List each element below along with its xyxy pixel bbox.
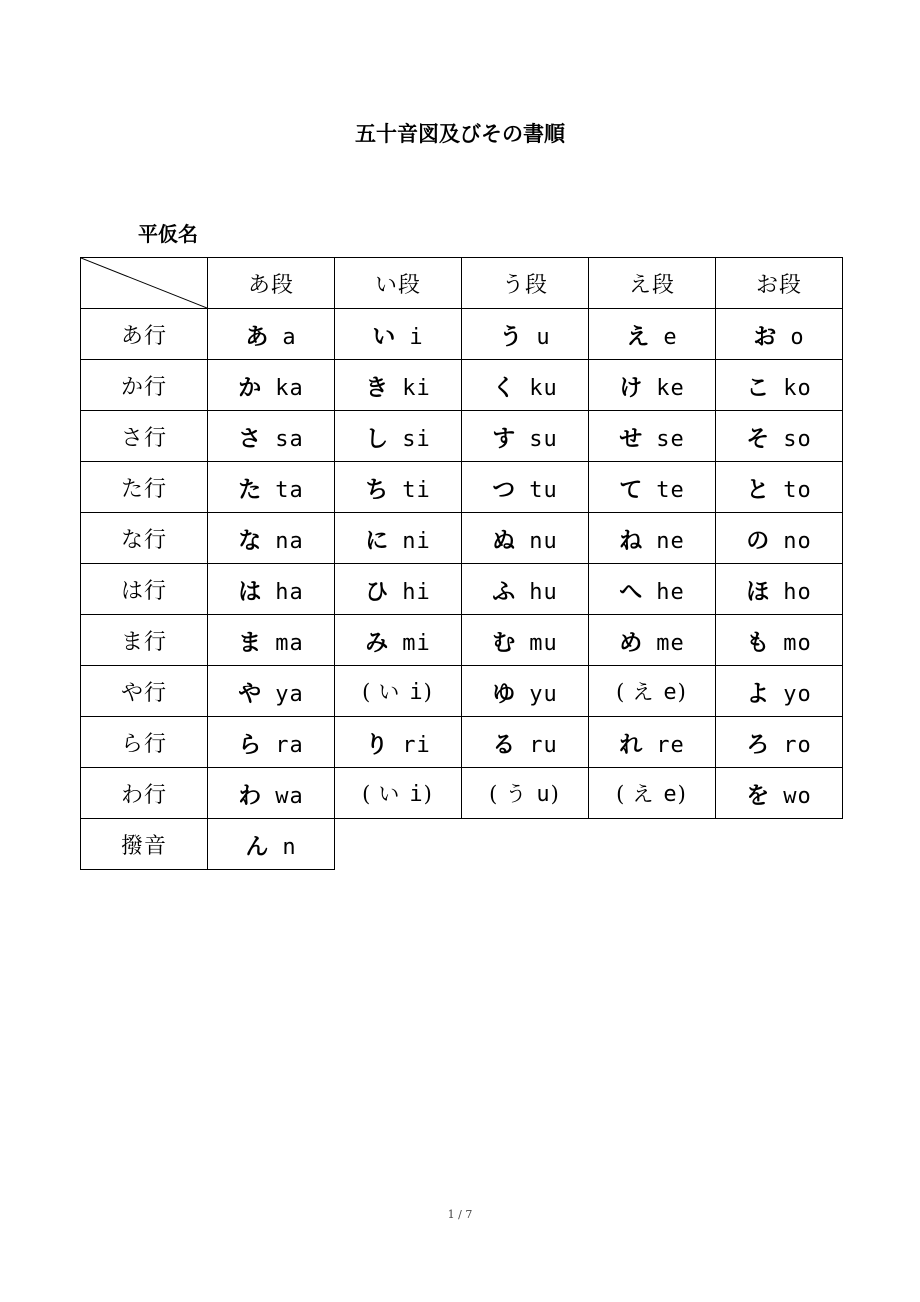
kana-character: ら	[238, 731, 262, 758]
romaji: nu	[529, 528, 558, 554]
kana-cell	[716, 666, 843, 717]
kana-character: や	[238, 680, 262, 707]
kana-character: し	[365, 425, 389, 452]
kana-cell	[208, 564, 335, 615]
kana-cell	[716, 564, 843, 615]
romaji: i	[409, 680, 424, 705]
table-row	[81, 666, 843, 717]
row-header: な行	[81, 513, 208, 564]
kana-character: つ	[492, 476, 516, 503]
row-header: 撥音	[81, 819, 208, 870]
romaji: wa	[275, 783, 304, 809]
kana-cell	[335, 360, 462, 411]
kana-cell	[208, 615, 335, 666]
kana-cell	[589, 768, 716, 819]
kana-cell	[462, 615, 589, 666]
kana-cell	[335, 513, 462, 564]
romaji: te	[656, 477, 685, 503]
kana-cell	[208, 768, 335, 819]
kana-cell	[335, 768, 462, 819]
romaji: ke	[656, 375, 685, 401]
kana-character: ろ	[746, 731, 770, 758]
kana-character: か	[238, 374, 262, 401]
close-paren: )	[677, 680, 688, 704]
table-row	[81, 768, 843, 819]
row-header: や行	[81, 666, 208, 717]
romaji: so	[783, 426, 812, 452]
kana-cell	[589, 462, 716, 513]
kana-character: あ	[245, 323, 269, 350]
romaji: i	[409, 324, 424, 350]
column-header: お段	[716, 258, 843, 309]
kana-character: め	[619, 629, 643, 656]
romaji: o	[790, 324, 805, 350]
table-row	[81, 360, 843, 411]
kana-cell	[589, 360, 716, 411]
kana-cell	[716, 360, 843, 411]
open-paren: (	[362, 782, 373, 806]
header-row	[81, 258, 843, 309]
kana-character: ほ	[746, 578, 770, 605]
corner-cell	[81, 258, 208, 309]
kana-character: の	[746, 527, 770, 554]
kana-cell	[716, 513, 843, 564]
close-paren: )	[423, 680, 434, 704]
romaji: mo	[783, 630, 812, 656]
empty-cell	[462, 819, 589, 870]
parenthesized-kana	[362, 680, 434, 704]
column-header: う段	[462, 258, 589, 309]
kana-cell	[462, 768, 589, 819]
kana-cell	[589, 513, 716, 564]
kana-character: こ	[746, 374, 770, 401]
kana-cell	[208, 819, 335, 870]
column-header: あ段	[208, 258, 335, 309]
romaji: to	[783, 477, 812, 503]
kana-cell	[462, 411, 589, 462]
kana-character: み	[365, 629, 389, 656]
romaji: he	[656, 579, 685, 605]
kana-cell	[208, 513, 335, 564]
kana-character: い	[372, 323, 396, 350]
romaji: si	[402, 426, 431, 452]
kana-cell	[462, 717, 589, 768]
kana-character: る	[492, 731, 516, 758]
kana-character: へ	[619, 578, 643, 605]
kana-cell	[335, 564, 462, 615]
kana-character: き	[365, 374, 389, 401]
open-paren: (	[616, 680, 627, 704]
row-header: さ行	[81, 411, 208, 462]
romaji: i	[409, 782, 424, 807]
parenthesized-kana	[616, 680, 688, 704]
kana-character: い	[378, 782, 402, 806]
kana-character: ま	[238, 629, 262, 656]
row-header: は行	[81, 564, 208, 615]
romaji: ku	[529, 375, 558, 401]
romaji: ru	[529, 732, 558, 758]
romaji: n	[282, 834, 297, 860]
romaji: u	[536, 782, 551, 807]
kana-character: ゆ	[492, 680, 516, 707]
empty-cell	[589, 819, 716, 870]
table-row	[81, 717, 843, 768]
kana-cell	[462, 462, 589, 513]
page-title: 五十音図及びその書順	[355, 122, 565, 146]
table-row	[81, 615, 843, 666]
close-paren: )	[423, 782, 434, 806]
kana-cell	[716, 462, 843, 513]
romaji: ha	[275, 579, 304, 605]
kana-cell	[208, 717, 335, 768]
romaji: u	[536, 324, 551, 350]
kana-cell	[589, 666, 716, 717]
parenthesized-kana	[489, 782, 561, 806]
romaji: hu	[529, 579, 558, 605]
kana-character: た	[238, 476, 262, 503]
romaji: na	[275, 528, 304, 554]
romaji: ya	[275, 681, 304, 707]
kana-character: そ	[746, 425, 770, 452]
kana-cell	[208, 360, 335, 411]
kana-character: ん	[245, 833, 269, 860]
page-number: 1 / 7	[447, 1208, 473, 1221]
row-header: ま行	[81, 615, 208, 666]
romaji: ni	[402, 528, 431, 554]
close-paren: )	[677, 782, 688, 806]
section-label: 平仮名	[138, 222, 198, 246]
romaji: ti	[402, 477, 431, 503]
row-header: わ行	[81, 768, 208, 819]
kana-character: い	[378, 680, 402, 704]
kana-cell	[335, 717, 462, 768]
kana-cell	[716, 768, 843, 819]
romaji: yu	[529, 681, 558, 707]
romaji: ta	[275, 477, 304, 503]
kana-cell	[335, 411, 462, 462]
kana-character: を	[746, 782, 770, 809]
kana-cell	[716, 411, 843, 462]
parenthesized-kana	[616, 782, 688, 806]
kana-cell	[208, 462, 335, 513]
kana-character: せ	[619, 425, 643, 452]
row-header: か行	[81, 360, 208, 411]
kana-cell	[589, 564, 716, 615]
kana-character: れ	[619, 731, 643, 758]
romaji: hi	[402, 579, 431, 605]
romaji: wo	[783, 783, 812, 809]
kana-cell	[335, 615, 462, 666]
romaji: re	[656, 732, 685, 758]
kana-character: す	[492, 425, 516, 452]
empty-cell	[335, 819, 462, 870]
kana-character: わ	[238, 782, 262, 809]
kana-character: て	[619, 476, 643, 503]
romaji: ka	[275, 375, 304, 401]
romaji: e	[663, 680, 678, 705]
column-header: い段	[335, 258, 462, 309]
romaji: se	[656, 426, 685, 452]
romaji: e	[663, 782, 678, 807]
diagonal-line	[81, 258, 207, 308]
romaji: ki	[402, 375, 431, 401]
table-row	[81, 462, 843, 513]
romaji: no	[783, 528, 812, 554]
romaji: mu	[529, 630, 558, 656]
romaji: mi	[402, 630, 431, 656]
table-row	[81, 411, 843, 462]
romaji: tu	[529, 477, 558, 503]
kana-cell	[208, 411, 335, 462]
kana-character: く	[492, 374, 516, 401]
kana-character: は	[238, 578, 262, 605]
kana-cell	[462, 309, 589, 360]
kana-character: り	[365, 731, 389, 758]
kana-character: え	[632, 782, 656, 806]
kana-character: な	[238, 527, 262, 554]
kana-character: け	[619, 374, 643, 401]
kana-cell	[462, 564, 589, 615]
kana-cell	[716, 309, 843, 360]
kana-cell	[208, 666, 335, 717]
gojuon-table	[80, 257, 843, 870]
kana-character: え	[626, 323, 650, 350]
kana-cell	[335, 666, 462, 717]
kana-cell	[462, 360, 589, 411]
table-row	[81, 819, 843, 870]
kana-character: ち	[365, 476, 389, 503]
kana-character: も	[746, 629, 770, 656]
table-row	[81, 309, 843, 360]
romaji: me	[656, 630, 685, 656]
kana-cell	[589, 615, 716, 666]
kana-character: よ	[746, 680, 770, 707]
kana-cell	[335, 309, 462, 360]
kana-character: さ	[238, 425, 262, 452]
kana-cell	[589, 309, 716, 360]
table-row	[81, 564, 843, 615]
kana-character: に	[365, 527, 389, 554]
row-header: ら行	[81, 717, 208, 768]
kana-cell	[716, 717, 843, 768]
open-paren: (	[616, 782, 627, 806]
kana-character: う	[499, 323, 523, 350]
table-row	[81, 513, 843, 564]
kana-cell	[335, 462, 462, 513]
kana-character: ひ	[365, 578, 389, 605]
romaji: sa	[275, 426, 304, 452]
romaji: a	[282, 324, 297, 350]
kana-cell	[589, 411, 716, 462]
romaji: yo	[783, 681, 812, 707]
row-header: た行	[81, 462, 208, 513]
kana-character: う	[505, 782, 529, 806]
romaji: ne	[656, 528, 685, 554]
kana-character: ね	[619, 527, 643, 554]
open-paren: (	[362, 680, 373, 704]
kana-cell	[589, 717, 716, 768]
kana-character: お	[753, 323, 777, 350]
kana-character: ふ	[492, 578, 516, 605]
close-paren: )	[550, 782, 561, 806]
kana-character: と	[746, 476, 770, 503]
romaji: e	[663, 324, 678, 350]
kana-cell	[716, 615, 843, 666]
kana-character: ぬ	[492, 527, 516, 554]
romaji: ko	[783, 375, 812, 401]
kana-cell	[462, 513, 589, 564]
column-header: え段	[589, 258, 716, 309]
kana-character: え	[632, 680, 656, 704]
kana-cell	[462, 666, 589, 717]
romaji: ma	[275, 630, 304, 656]
romaji: ra	[275, 732, 304, 758]
romaji: ri	[402, 732, 431, 758]
romaji: ro	[783, 732, 812, 758]
romaji: ho	[783, 579, 812, 605]
romaji: su	[529, 426, 558, 452]
kana-character: む	[492, 629, 516, 656]
kana-cell	[208, 309, 335, 360]
open-paren: (	[489, 782, 500, 806]
empty-cell	[716, 819, 843, 870]
parenthesized-kana	[362, 782, 434, 806]
row-header: あ行	[81, 309, 208, 360]
